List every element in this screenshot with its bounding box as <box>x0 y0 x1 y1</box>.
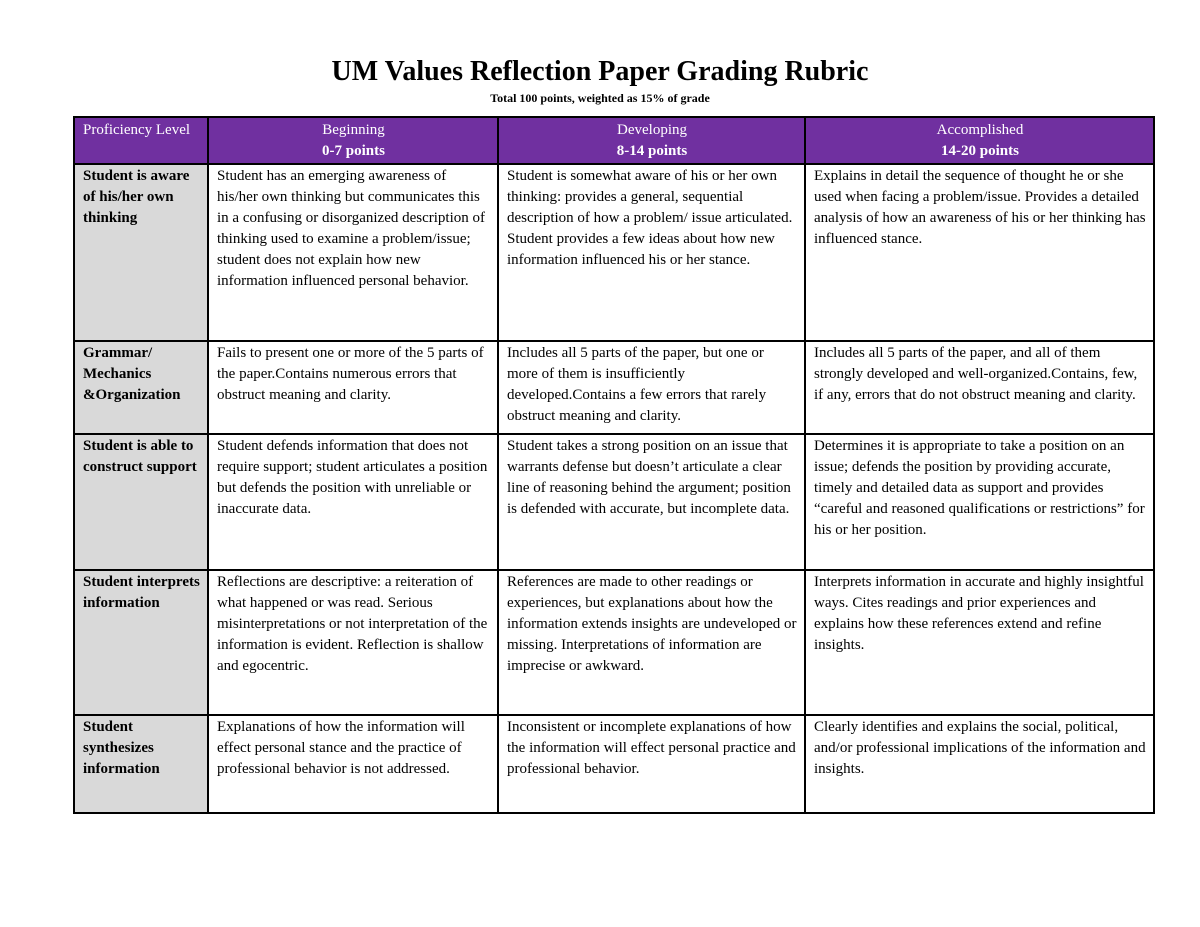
developing-cell: Student takes a strong position on an issue that warrants defense but doesn’t articulate a clear line of reasoning behind the argument; position is defended with accurate, but incomplete data. <box>498 434 805 570</box>
page-title: UM Values Reflection Paper Grading Rubric <box>331 56 869 87</box>
accomplished-cell: Includes all 5 parts of the paper, and all of them strongly developed and well-organized.Contains, few, if any, errors that do not obstruct meaning and clarity. <box>805 341 1154 434</box>
band-name: Beginning <box>322 122 385 138</box>
beginning-cell: Explanations of how the information will effect personal stance and the practice of professional behavior is not addressed. <box>208 715 498 813</box>
beginning-cell: Reflections are descriptive: a reiteration of what happened or was read. Serious misinterpretations or not interpretation of the information is evident. Reflection is shallow and egocentric. <box>208 570 498 715</box>
criterion-cell: Student is aware of his/her own thinking <box>74 164 208 341</box>
band-points: 0-7 points <box>322 143 385 159</box>
beginning-cell: Fails to present one or more of the 5 parts of the paper.Contains numerous errors that obstruct meaning and clarity. <box>208 341 498 434</box>
rubric-table <box>73 116 1155 814</box>
criterion-cell: Student synthesizes information <box>74 715 208 813</box>
table-row <box>74 341 1154 434</box>
developing-cell: Includes all 5 parts of the paper, but one or more of them is insufficiently developed.Contains a few errors that rarely obstruct meaning and clarity. <box>498 341 805 434</box>
header-row <box>74 117 1154 164</box>
accomplished-cell: Determines it is appropriate to take a position on an issue; defends the position by providing accurate, timely and detailed data as support and provides “careful and reasoned qualifications or restrictions” for his or her position. <box>805 434 1154 570</box>
criterion-cell: Grammar/ Mechanics &Organization <box>74 341 208 434</box>
table-row <box>74 164 1154 341</box>
table-row <box>74 434 1154 570</box>
accomplished-cell: Explains in detail the sequence of thought he or she used when facing a problem/issue. Provides a detailed analysis of how an awareness of his or her thinking has influenced stance. <box>805 164 1154 341</box>
criterion-cell: Student is able to construct support <box>74 434 208 570</box>
proficiency-level-header: Proficiency Level <box>74 117 208 164</box>
band-header-accomplished <box>805 117 1154 164</box>
beginning-cell: Student defends information that does not require support; student articulates a position but defends the position with unreliable or inaccurate data. <box>208 434 498 570</box>
band-points: 8-14 points <box>616 143 688 159</box>
accomplished-cell: Interprets information in accurate and highly insightful ways. Cites readings and prior experiences and explains how these references extend and refine insights. <box>805 570 1154 715</box>
band-points: 14-20 points <box>941 143 1019 159</box>
developing-cell: References are made to other readings or experiences, but explanations about how the information extends insights are undeveloped or missing. Interpretations of information are imprecise or awkward. <box>498 570 805 715</box>
band-header-developing <box>498 117 805 164</box>
criterion-cell: Student interprets information <box>74 570 208 715</box>
developing-cell: Inconsistent or incomplete explanations of how the information will effect personal practice and professional behavior. <box>498 715 805 813</box>
accomplished-cell: Clearly identifies and explains the social, political, and/or professional implications of the information and insights. <box>805 715 1154 813</box>
band-name: Developing <box>617 122 687 138</box>
page-subtitle: Total 100 points, weighted as 15% of grade <box>490 91 710 105</box>
band-header-beginning <box>208 117 498 164</box>
band-name: Accomplished <box>936 122 1024 138</box>
developing-cell: Student is somewhat aware of his or her own thinking: provides a general, sequential description of how a problem/ issue articulated. Student provides a few ideas about how new information influenced his or her stance. <box>498 164 805 341</box>
table-row <box>74 715 1154 813</box>
beginning-cell: Student has an emerging awareness of his/her own thinking but communicates this in a confusing or disorganized description of thinking used to examine a problem/issue; student does not explain how new information influenced personal behavior. <box>208 164 498 341</box>
table-row <box>74 570 1154 715</box>
